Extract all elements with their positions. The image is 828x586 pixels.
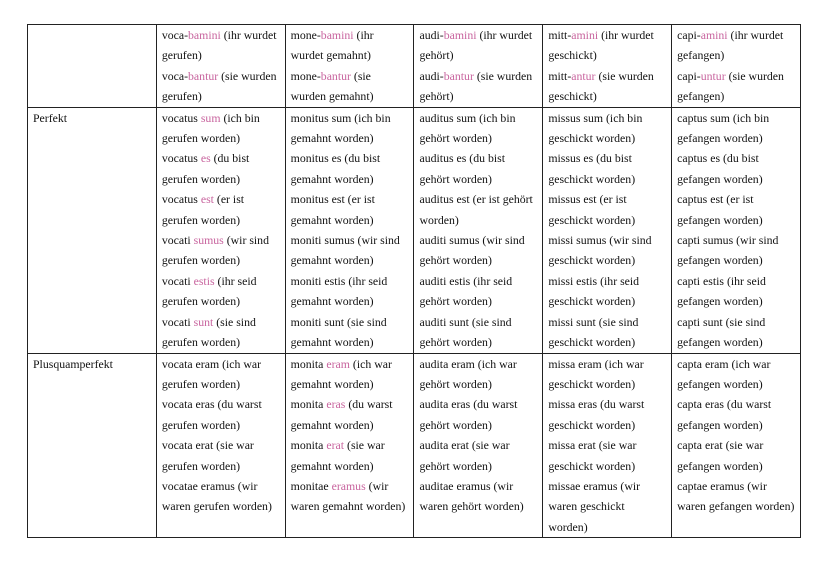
conjugation-table (27, 24, 801, 538)
verb-form (677, 230, 795, 271)
verb-form-stem: captus est (er ist gefangen worden) (677, 192, 763, 227)
verb-form-stem: monitus est (er ist gemahnt worden) (290, 192, 375, 227)
verb-form (291, 312, 409, 353)
tense-label: Perfekt (33, 110, 68, 125)
verb-form-stem: auditi sunt (sie sind gehört worden) (419, 314, 512, 350)
verb-form-stem: captae eramus (wir waren gefangen worden) (677, 478, 795, 514)
conjugation-table-body (28, 25, 801, 538)
verb-form-stem: auditus est (er ist gehört worden) (419, 192, 533, 227)
verb-form-stem: capta erat (sie war gefangen worden) (677, 438, 764, 473)
verb-form (162, 394, 280, 435)
verb-form-ending: amini (700, 28, 728, 42)
verb-form-translation: (ihr wurdet gehört) (419, 28, 533, 63)
verb-form-stem: audi- (419, 68, 444, 83)
verb-form (291, 354, 409, 395)
verb-form-translation: (du warst gemahnt worden) (290, 397, 393, 432)
verb-form-translation: (ihr seid gerufen worden) (161, 273, 257, 309)
verb-form-stem: audita erat (sie war gehört worden) (419, 438, 510, 473)
verb-form-stem: missi sumus (wir sind geschickt worden) (548, 233, 652, 268)
verb-form-stem: missae eramus (wir waren geschickt worden) (548, 478, 641, 534)
verb-form-ending: estis (193, 273, 215, 288)
verb-form (162, 189, 280, 230)
conjugation-cell (672, 353, 801, 538)
conjugation-cell (285, 25, 414, 108)
verb-form-stem: voca- (161, 28, 189, 42)
verb-form-ending: antur (571, 68, 596, 83)
verb-form (548, 271, 666, 312)
verb-form-ending: eras (326, 397, 346, 412)
verb-form-stem: mitt- (548, 28, 572, 42)
conjugation-cell (156, 353, 285, 538)
verb-form (677, 108, 795, 149)
conjugation-cell (543, 25, 672, 108)
verb-form (419, 66, 537, 107)
verb-form (677, 476, 795, 517)
verb-form-stem: mitt- (548, 68, 572, 83)
verb-form (419, 354, 537, 395)
verb-form-stem: vocati (161, 233, 194, 248)
verb-form-stem: audi- (419, 28, 444, 42)
conjugation-cell (543, 353, 672, 538)
verb-form (162, 148, 280, 189)
verb-form (419, 312, 537, 353)
verb-form-ending: bamini (443, 28, 477, 42)
tense-label: Plusquamperfekt (33, 356, 113, 371)
verb-form-stem: moniti sumus (wir sind gemahnt worden) (290, 233, 400, 268)
table-row (28, 107, 801, 353)
conjugation-cell (414, 353, 543, 538)
verb-form (291, 25, 409, 66)
verb-form-stem: captus sum (ich bin gefangen worden) (677, 110, 770, 146)
verb-form-stem: auditi sumus (wir sind gehört worden) (419, 233, 525, 268)
table-row (28, 25, 801, 108)
verb-form-stem: vocata eras (du warst gerufen worden) (161, 397, 262, 432)
verb-form (419, 271, 537, 312)
verb-form (548, 230, 666, 271)
verb-form (419, 189, 537, 230)
verb-form-stem: mone- (290, 68, 321, 83)
conjugation-cell (285, 353, 414, 538)
verb-form-stem: captus es (du bist gefangen worden) (677, 151, 763, 186)
verb-form (419, 435, 537, 476)
verb-form-stem: auditae eramus (wir waren gehört worden) (419, 478, 524, 514)
verb-form-translation: (du bist gerufen worden) (161, 151, 250, 186)
verb-form-stem: capta eras (du warst gefangen worden) (677, 397, 772, 432)
verb-form (162, 271, 280, 312)
verb-form (677, 435, 795, 476)
verb-form-stem: monitus sum (ich bin gemahnt worden) (290, 110, 391, 146)
verb-form-stem: missa erat (sie war geschickt worden) (548, 438, 637, 473)
verb-form-translation: (ich war gemahnt worden) (290, 356, 392, 391)
verb-form (291, 108, 409, 149)
verb-form-ending: eram (326, 356, 350, 371)
tense-label-cell (28, 353, 157, 538)
verb-form-stem: missus sum (ich bin geschickt worden) (548, 110, 643, 146)
verb-form (162, 435, 280, 476)
verb-form-ending: untur (700, 68, 726, 83)
verb-form-translation: (sie wurden gehört) (419, 68, 533, 104)
verb-form-ending: bantur (320, 68, 351, 83)
verb-form-translation: (sie war gemahnt worden) (290, 438, 385, 473)
verb-form (162, 354, 280, 395)
verb-form-ending: amini (571, 28, 599, 42)
verb-form-translation: (ihr wurdet geschickt) (548, 28, 654, 63)
verb-form-stem: missi sunt (sie sind geschickt worden) (548, 314, 639, 350)
verb-form-stem: moniti estis (ihr seid gemahnt worden) (290, 273, 388, 309)
verb-form (291, 230, 409, 271)
conjugation-cell (156, 25, 285, 108)
verb-form-translation: (er ist gerufen worden) (161, 192, 245, 227)
verb-form-ending: sunt (193, 314, 214, 329)
verb-form-translation: (wir sind gerufen worden) (161, 233, 269, 268)
conjugation-cell (672, 107, 801, 353)
verb-form-translation: (sie wurden geschickt) (548, 68, 654, 104)
verb-form-translation: (sie wurden gefangen) (677, 68, 784, 104)
verb-form (419, 394, 537, 435)
verb-form-stem: mone- (290, 28, 321, 42)
verb-form-stem: monita (290, 438, 327, 453)
verb-form-stem: monitus es (du bist gemahnt worden) (290, 151, 381, 186)
verb-form (548, 435, 666, 476)
verb-form (291, 66, 409, 107)
verb-form-stem: monita (290, 397, 327, 412)
verb-form (548, 148, 666, 189)
verb-form (162, 108, 280, 149)
verb-form-stem: monitae (290, 478, 332, 493)
verb-form-ending: est (200, 192, 214, 207)
verb-form-stem: capi- (677, 68, 701, 83)
document-page (27, 24, 801, 538)
tense-label-cell (28, 25, 157, 108)
verb-form (677, 25, 795, 66)
verb-form (677, 312, 795, 353)
conjugation-cell (543, 107, 672, 353)
conjugation-cell (672, 25, 801, 108)
verb-form (419, 148, 537, 189)
verb-form (548, 66, 666, 107)
verb-form (548, 394, 666, 435)
verb-form (291, 271, 409, 312)
verb-form (548, 312, 666, 353)
conjugation-cell (414, 107, 543, 353)
verb-form-ending: eramus (331, 478, 366, 493)
verb-form-translation: (sie wurden gemahnt) (290, 68, 374, 104)
verb-form (677, 148, 795, 189)
verb-form-stem: vocatus (161, 151, 201, 166)
table-row (28, 353, 801, 538)
verb-form-translation: (ich bin gerufen worden) (161, 110, 260, 146)
verb-form (291, 394, 409, 435)
verb-form (548, 108, 666, 149)
verb-form-stem: vocata erat (sie war gerufen worden) (161, 438, 254, 473)
verb-form-stem: auditus es (du bist gehört worden) (419, 151, 506, 186)
verb-form (677, 394, 795, 435)
verb-form (291, 435, 409, 476)
verb-form-stem: missa eras (du warst geschickt worden) (548, 397, 645, 432)
verb-form (162, 25, 280, 66)
verb-form (291, 476, 409, 517)
verb-form (162, 312, 280, 353)
verb-form-translation: (sie wurden gerufen) (161, 68, 277, 104)
verb-form-stem: missa eram (ich war geschickt worden) (548, 356, 644, 391)
verb-form-stem: audita eram (ich war gehört worden) (419, 356, 517, 391)
verb-form-stem: vocatus (161, 192, 201, 207)
verb-form-ending: bantur (443, 68, 474, 83)
verb-form-stem: capti estis (ihr seid gefangen worden) (677, 273, 766, 309)
tense-label-cell (28, 107, 157, 353)
verb-form-ending: es (200, 151, 211, 166)
verb-form (162, 230, 280, 271)
verb-form-ending: bamini (188, 28, 221, 42)
verb-form-stem: capti sunt (sie sind gefangen worden) (677, 314, 766, 350)
verb-form (419, 108, 537, 149)
conjugation-cell (156, 107, 285, 353)
verb-form-ending: sumus (193, 233, 224, 248)
conjugation-cell (285, 107, 414, 353)
verb-form (548, 354, 666, 395)
verb-form-stem: monita (290, 356, 327, 371)
verb-form-stem: voca- (161, 68, 189, 83)
verb-form-ending: sum (200, 110, 221, 125)
verb-form-stem: missus es (du bist geschickt worden) (548, 151, 636, 186)
verb-form-translation: (ihr wurdet gerufen) (161, 28, 277, 63)
verb-form (677, 271, 795, 312)
verb-form-stem: vocati (161, 273, 194, 288)
verb-form-ending: erat (326, 438, 345, 453)
verb-form-stem: capta eram (ich war gefangen worden) (677, 356, 771, 391)
verb-form (677, 189, 795, 230)
verb-form-stem: moniti sunt (sie sind gemahnt worden) (290, 314, 387, 350)
verb-form (419, 25, 537, 66)
verb-form (291, 189, 409, 230)
verb-form (419, 476, 537, 517)
verb-form-translation: (wir waren gemahnt worden) (290, 478, 406, 514)
verb-form-ending: bamini (320, 28, 354, 42)
verb-form-stem: missus est (er ist geschickt worden) (548, 192, 636, 227)
conjugation-cell (414, 25, 543, 108)
verb-form-stem: audita eras (du warst gehört worden) (419, 397, 518, 432)
verb-form (548, 189, 666, 230)
verb-form-stem: vocatae eramus (wir waren gerufen worden) (161, 478, 272, 514)
verb-form (677, 66, 795, 107)
verb-form (548, 476, 666, 537)
verb-form (291, 148, 409, 189)
verb-form-stem: vocata eram (ich war gerufen worden) (161, 356, 262, 391)
verb-form-translation: (sie sind gerufen worden) (161, 314, 256, 350)
verb-form-translation: (ihr wurdet gemahnt) (290, 28, 374, 63)
verb-form (162, 66, 280, 107)
verb-form-stem: capi- (677, 28, 701, 42)
verb-form-stem: capti sumus (wir sind gefangen worden) (677, 233, 779, 268)
verb-form-stem: auditus sum (ich bin gehört worden) (419, 110, 516, 146)
verb-form-ending: bantur (188, 68, 219, 83)
verb-form (677, 354, 795, 395)
verb-form-stem: missi estis (ihr seid geschickt worden) (548, 273, 640, 309)
verb-form-translation: (ihr wurdet gefangen) (677, 28, 784, 63)
verb-form (162, 476, 280, 517)
verb-form (419, 230, 537, 271)
verb-form-stem: auditi estis (ihr seid gehört worden) (419, 273, 513, 309)
verb-form-stem: vocatus (161, 110, 201, 125)
verb-form-stem: vocati (161, 314, 194, 329)
verb-form (548, 25, 666, 66)
